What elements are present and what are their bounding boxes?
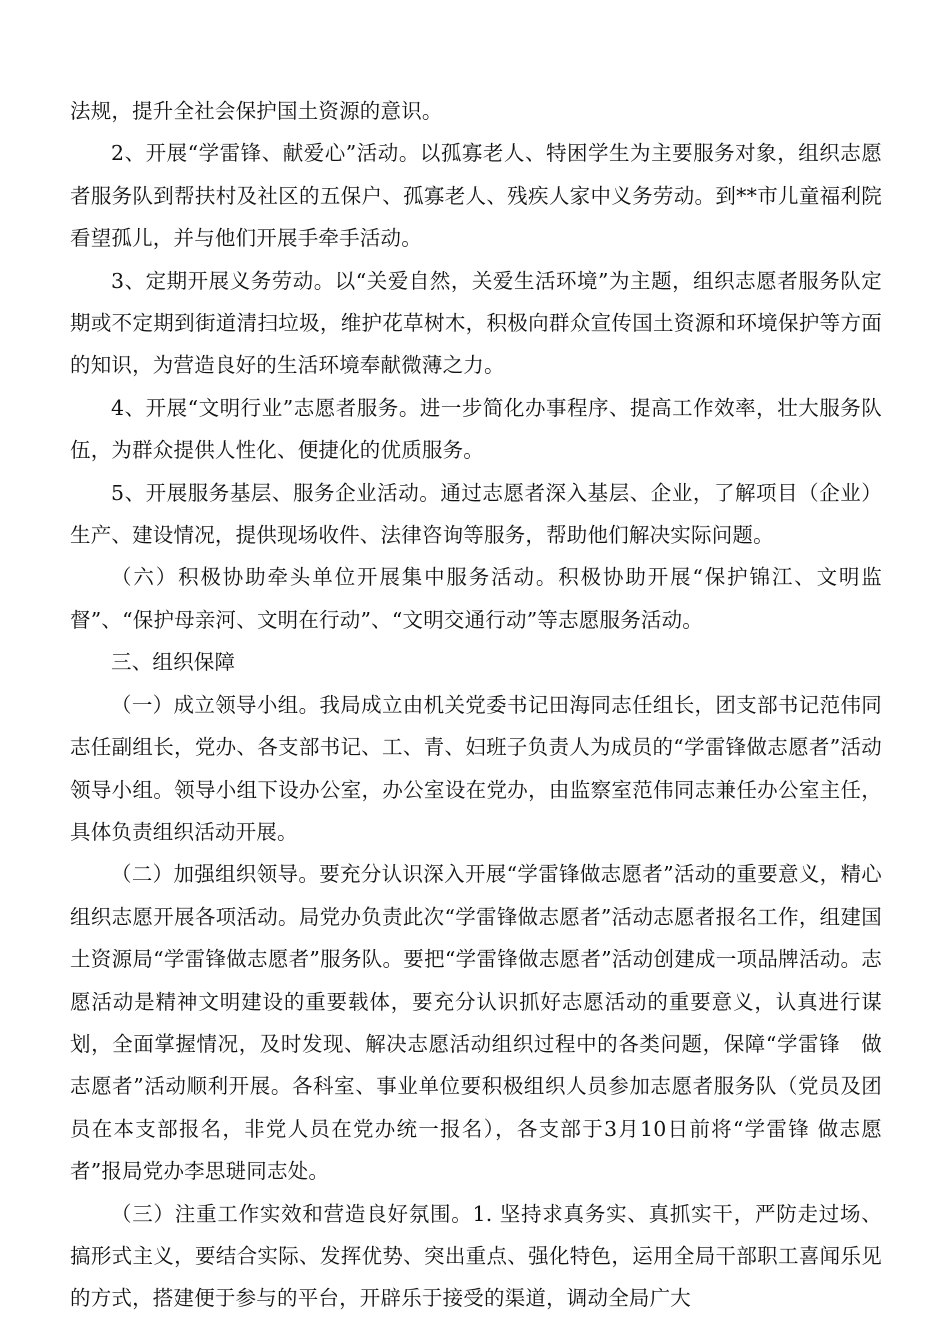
- paragraph-work-effectiveness: （三）注重工作实效和营造良好氛围。1. 坚持求真务实、真抓实干，严防走过场、搞形式主义，要结合实际、发挥优势、突出重点、强化特色，运用全局干部职工喜闻乐见的方式，搭建便于参与的平台，开辟乐于接受的渠道，调动全局广大: [70, 1201, 882, 1311]
- paragraph-item-4: 4、开展“文明行业”志愿者服务。进一步简化办事程序、提高工作效率，壮大服务队伍，为群众提供人性化、便捷化的优质服务。: [70, 395, 882, 463]
- paragraph-organizational-leadership: （二）加强组织领导。要充分认识深入开展“学雷锋做志愿者”活动的重要意义，精心组织志愿开展各项活动。局党办负责此次“学雷锋做志愿者”活动志愿者报名工作，组建国土资源局“学雷锋做志愿者”服务队。要把“学雷锋做志愿者”活动创建成一项品牌活动。志愿活动是精神文明建设的重要载体，要充分认识抓好志愿活动的重要意义，认真进行谋划，全面掌握情况，及时发现、解决志愿活动组织过程中的各类问题，保障“学雷锋 做志愿者”活动顺利开展。各科室、事业单位要积极组织人员参加志愿者服务队（党员及团员在本支部报名，非党人员在党办统一报名），各支部于3月10日前将“学雷锋 做志愿者”报局党办李思琎同志处。: [70, 862, 882, 1184]
- paragraph-item-5: 5、开展服务基层、服务企业活动。通过志愿者深入基层、企业，了解项目（企业）生产、建设情况，提供现场收件、法律咨询等服务，帮助他们解决实际问题。: [70, 480, 882, 548]
- paragraph-item-2: 2、开展“学雷锋、献爱心”活动。以孤寡老人、特困学生为主要服务对象，组织志愿者服务队到帮扶村及社区的五保户、孤寡老人、残疾人家中义务劳动。到**市儿童福利院看望孤儿，并与他们开展手牵手活动。: [70, 141, 882, 251]
- paragraph-item-3: 3、定期开展义务劳动。以“关爱自然，关爱生活环境”为主题，组织志愿者服务队定期或不定期到街道清扫垃圾，维护花草树木，积极向群众宣传国土资源和环境保护等方面的知识，为营造良好的生活环境奉献微薄之力。: [70, 268, 882, 378]
- paragraph-leadership-group: （一）成立领导小组。我局成立由机关党委书记田海同志任组长，团支部书记范伟同志任副组长，党办、各支部书记、工、青、妇班子负责人为成员的“学雷锋做志愿者”活动领导小组。领导小组下设办公室，办公室设在党办，由监察室范伟同志兼任办公室主任，具体负责组织活动开展。: [70, 692, 882, 844]
- document-body: [70, 90, 882, 1320]
- paragraph-continuation: 法规，提升全社会保护国土资源的意识。: [70, 99, 443, 123]
- section-heading-organization: 三、组织保障: [111, 650, 236, 675]
- paragraph-section-6: （六）积极协助牵头单位开展集中服务活动。积极协助开展“保护锦江、文明监督”、“保护母亲河、文明在行动”、“文明交通行动”等志愿服务活动。: [70, 565, 882, 632]
